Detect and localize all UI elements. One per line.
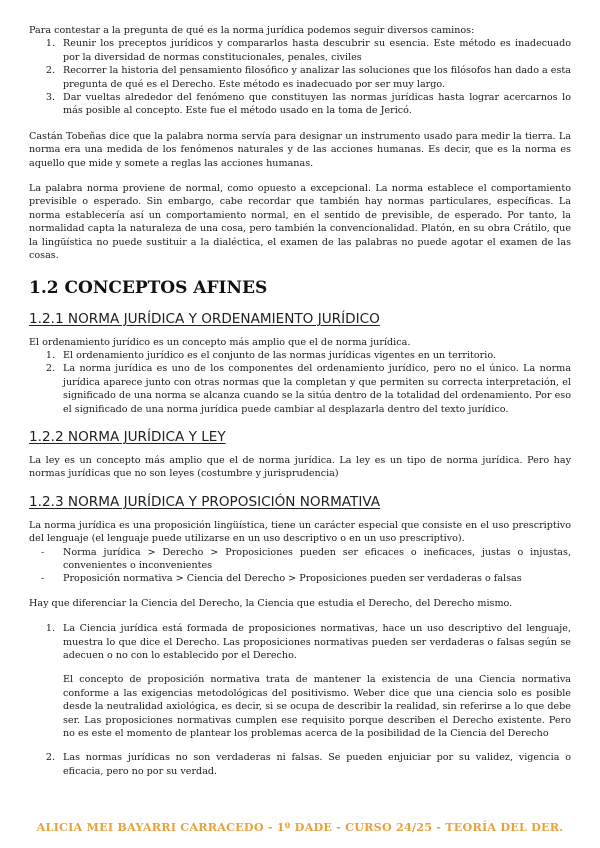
list-number: 1. [45, 38, 55, 50]
list-item [29, 37, 571, 64]
list-item-text: La Ciencia jurídica está formada de proposiciones normativas, hace un uso descriptivo del lenguaje, muestra lo que dice el Derecho. Las proposiciones normativas pueden ser verdaderas o falsas según se adecuen o no con lo establecido por el Derecho. [63, 623, 571, 661]
list-item-text: Dar vueltas alrededor del fenómeno que constituyen las normas jurídicas hasta lograr acercarnos lo más posible al concepto. Este fue el método usado en la toma de Jericó. [63, 92, 571, 117]
list-item [29, 349, 571, 362]
list-number: 1. [45, 623, 55, 635]
list-dash: - [41, 546, 45, 558]
list-number: 2. [45, 65, 55, 77]
list-dash: - [41, 573, 45, 585]
list-item [29, 64, 571, 91]
normative-proposition-paragraph: El concepto de proposición normativa trata de mantener la existencia de una Ciencia normativa conforme a las exigencias metodológicas del positivismo. Weber dice que una ciencia solo es posible desde la neutralidad axiológica, es decir, si se ocupa de describir la realidad, sin referirse a lo que debe ser. Las proposiciones normativas cumplen ese requisito porque describen el Derecho existente. Pero no es este el momento de plantear los problemas acerca de la posibilidad de la Ciencia del Derecho [63, 674, 571, 740]
normal-paragraph: La palabra norma proviene de normal, como opuesto a excepcional. La norma establece el comportamiento previsible o esperado. Sin embargo, cabe recordar que también hay normas particulares, específicas. La norma establecería así un comportamiento normal, en el sentido de previsible, de esperado. Por tanto, la normalidad capta la naturaleza de una cosa, pero también la convencionalidad. Platón, en su obra Crátilo, que la lingüística no puede sustituir a la dialéctica, el examen de las palabras no puede agotar el examen de las cosas. [29, 183, 571, 262]
list-item-text: Las normas jurídicas no son verdaderas ni falsas. Se pueden enjuiciar por su validez, vigencia o eficacia, pero no por su verdad. [63, 752, 571, 777]
list-item-text: Norma jurídica > Derecho > Proposiciones pueden ser eficaces o ineficaces, justas o injustas, convenientes o inconvenientes [63, 546, 571, 571]
section-title: 1.2 CONCEPTOS AFINES [29, 277, 268, 298]
list-item [29, 546, 571, 573]
s121-lead: El ordenamiento jurídico es un concepto más amplio que el de norma jurídica. [29, 336, 411, 348]
castan-paragraph: Castán Tobeñas dice que la palabra norma servía para designar un instrumento usado para medir la tierra. La norma era una medida de los fenómenos naturales y de las acciones humanas. Es decir, que es la norma es aquello que mide y somete a reglas las acciones humanas. [29, 130, 571, 169]
list-item-text: Proposición normativa > Ciencia del Derecho > Proposiciones pueden ser verdaderas o falsas [63, 573, 522, 585]
intro-method-list [29, 37, 571, 117]
page-footer: ALICIA MEI BAYARRI CARRACEDO - 1º DADE - CURSO 24/25 - TEORÍA DEL DER. [36, 820, 564, 834]
list-item [29, 622, 571, 662]
list-item-text: Reunir los preceptos jurídicos y compararlos hasta descubrir su esencia. Este método es inadecuado por la diversidad de normas constitucionales, penales, civiles [63, 38, 571, 63]
list-item-text: Recorrer la historia del pensamiento filosófico y analizar las soluciones que los filósofos han dado a esta pregunta de qué es el Derecho. Este método es inadecuado por ser muy largo. [63, 65, 571, 90]
subsection-title-121: 1.2.1 NORMA JURÍDICA Y ORDENAMIENTO JURÍDICO [29, 310, 380, 327]
list-item-text: La norma jurídica es uno de los componentes del ordenamiento jurídico, pero no el único. La norma jurídica aparece junto con otras normas que la completan y que permiten su correcta interpretación, el significado de una norma se alcanza cuando se la sitúa dentro de la totalidad del ordenamiento. Por eso el significado de una norma jurídica puede cambiar al desplazarla dentro del texto jurídico. [63, 363, 571, 415]
list-item [29, 91, 571, 118]
science-difference-paragraph: Hay que diferenciar la Ciencia del Derecho, la Ciencia que estudia el Derecho, del Derecho mismo. [29, 597, 513, 609]
list-number: 2. [45, 363, 55, 375]
list-item-text: El ordenamiento jurídico es el conjunto de las normas jurídicas vigentes en un territorio. [63, 349, 496, 361]
subsection-title-122: 1.2.2 NORMA JURÍDICA Y LEY [29, 428, 226, 445]
s122-paragraph: La ley es un concepto más amplio que el de norma jurídica. La ley es un tipo de norma jurídica. Pero hay normas jurídicas que no son leyes (costumbre y jurisprudencia) [29, 454, 571, 480]
list-number: 1. [45, 349, 55, 361]
list-item [29, 572, 571, 585]
s123-numbered-list-cont [29, 751, 571, 778]
s123-dash-list [29, 546, 571, 586]
s121-list [29, 349, 571, 416]
subsection-title-123: 1.2.3 NORMA JURÍDICA Y PROPOSICIÓN NORMATIVA [29, 493, 381, 510]
list-item [29, 362, 571, 416]
s123-lead: La norma jurídica es una proposición lingüística, tiene un carácter especial que consiste en el uso prescriptivo del lenguaje (el lenguaje puede utilizarse en un uso descriptivo o en un uso prescriptivo). [29, 519, 571, 545]
list-number: 3. [45, 92, 55, 104]
list-item [29, 751, 571, 778]
list-number: 2. [45, 752, 55, 764]
s123-numbered-list [29, 622, 571, 662]
intro-lead: Para contestar a la pregunta de qué es la norma jurídica podemos seguir diversos caminos: [29, 25, 475, 36]
